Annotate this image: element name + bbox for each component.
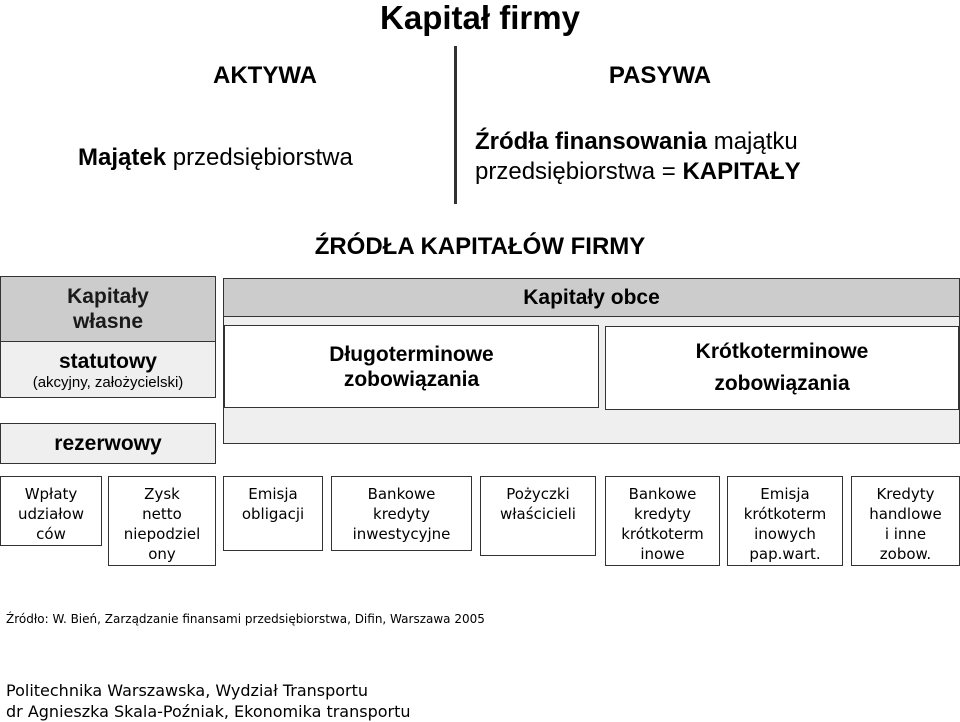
column-divider xyxy=(454,46,457,204)
item-line: kredyty xyxy=(634,505,691,523)
liabilities-bold-1: Źródła finansowania xyxy=(475,128,708,155)
item-line: inowych xyxy=(754,525,816,543)
own-capital-label-2: własne xyxy=(72,310,144,333)
item-line: właścicieli xyxy=(500,505,576,523)
foreign-capital-label: Kapitały obce xyxy=(523,286,660,309)
item-line: ców xyxy=(36,525,66,543)
long-term-label-2: zobowiązania xyxy=(343,367,480,391)
item-line: Emisja xyxy=(248,485,298,503)
own-capital-label-1: Kapitały xyxy=(67,285,149,308)
short-term-label-2: zobowiązania xyxy=(714,372,850,395)
pasywa-header: PASYWA xyxy=(608,62,712,89)
liabilities-bold-2: KAPITAŁY xyxy=(682,158,801,185)
statutory-section xyxy=(1,343,215,397)
aktywa-header: AKTYWA xyxy=(213,62,317,89)
item-line: Zysk xyxy=(144,485,180,503)
item-line: handlowe xyxy=(869,505,942,523)
assets-description xyxy=(78,143,353,173)
item-box xyxy=(0,476,102,546)
item-box xyxy=(727,476,843,566)
item-line: Kredyty xyxy=(876,485,935,503)
statutory-note: (akcyjny, założycielski) xyxy=(32,373,184,391)
item-line: Pożyczki xyxy=(506,485,570,503)
liabilities-rest-2: przedsiębiorstwa = xyxy=(475,158,683,185)
item-box xyxy=(223,476,323,551)
item-line: niepodziel xyxy=(123,525,201,543)
source-citation: Źródło: W. Bień, Zarządzanie finansami przedsiębiorstwa, Difin, Warszawa 2005 xyxy=(6,612,485,626)
item-box xyxy=(331,476,472,551)
item-line: inowe xyxy=(640,545,685,563)
long-term-liabilities-box xyxy=(224,325,599,408)
liabilities-rest-1: majątku xyxy=(707,128,798,155)
item-line: krótkoterm xyxy=(743,505,827,523)
long-term-label-1: Długoterminowe xyxy=(329,342,494,366)
footer-institution: Politechnika Warszawska, Wydział Transportu xyxy=(6,681,369,700)
item-line: kredyty xyxy=(373,505,430,523)
assets-rest: przedsiębiorstwa xyxy=(166,144,353,171)
item-line: krótkoterm xyxy=(621,525,704,543)
page-title: Kapitał firmy xyxy=(380,0,580,36)
diagram-title: ŹRÓDŁA KAPITAŁÓW FIRMY xyxy=(314,233,646,260)
item-box xyxy=(851,476,960,566)
own-capital-header xyxy=(1,277,215,342)
footer-author: dr Agnieszka Skala-Poźniak, Ekonomika transportu xyxy=(6,702,411,721)
item-line: zobow. xyxy=(879,545,932,563)
short-term-liabilities-box xyxy=(605,326,959,410)
own-capital-box xyxy=(0,276,216,398)
item-line: Bankowe xyxy=(628,485,697,503)
item-line: netto xyxy=(142,505,182,523)
item-line: ony xyxy=(148,545,176,563)
liabilities-description xyxy=(475,127,801,187)
item-line: i inne xyxy=(884,525,927,543)
item-box xyxy=(480,476,596,556)
item-line: inwestycyjne xyxy=(352,525,451,543)
item-line: Wpłaty xyxy=(24,485,78,503)
item-line: Bankowe xyxy=(367,485,436,503)
reserve-label: rezerwowy xyxy=(54,432,162,455)
item-line: udziałow xyxy=(18,505,84,523)
assets-bold: Majątek xyxy=(78,144,167,171)
statutory-label: statutowy xyxy=(58,349,157,373)
item-box xyxy=(605,476,720,566)
item-line: Emisja xyxy=(760,485,810,503)
reserve-box xyxy=(0,423,216,464)
foreign-capital-header xyxy=(224,279,959,317)
item-line: obligacji xyxy=(241,505,305,523)
item-box xyxy=(108,476,216,566)
short-term-label-1: Krótkoterminowe xyxy=(695,340,869,363)
item-line: pap.wart. xyxy=(749,545,821,563)
